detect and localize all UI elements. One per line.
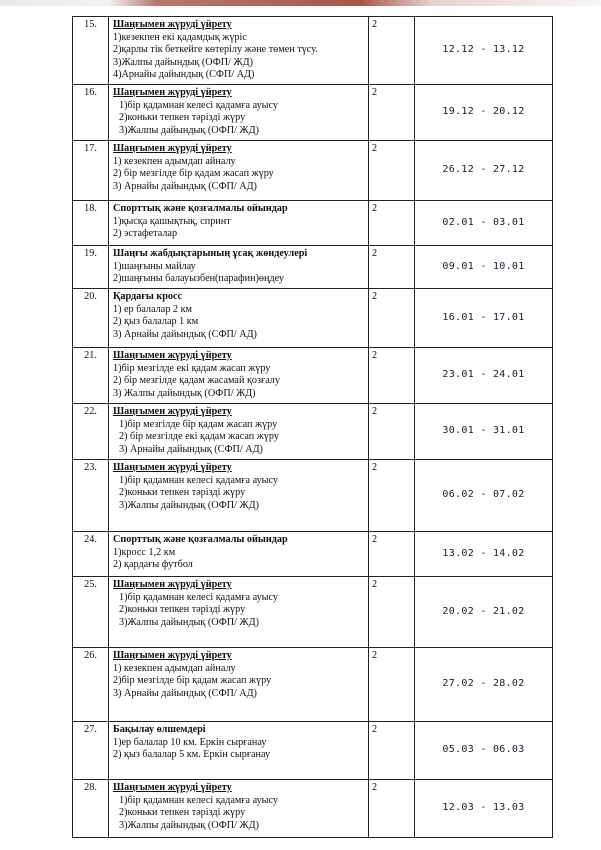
hours-cell: 2 <box>369 647 415 721</box>
row-number: 24. <box>73 531 109 576</box>
table-row <box>73 403 553 459</box>
topic-item: 1)бір қадамнан келесі қадамға ауысу <box>119 474 279 486</box>
topic-cell <box>109 288 369 347</box>
row-number: 23. <box>73 459 109 531</box>
row-number: 18. <box>73 200 109 245</box>
row-number: 19. <box>73 245 109 288</box>
training-plan-table <box>72 16 553 838</box>
row-number: 15. <box>73 17 109 85</box>
date-cell: 19.12 - 20.12 <box>415 84 553 140</box>
topic-item: 3)Жалпы дайындық (ОФП/ ЖД) <box>119 499 260 511</box>
hours-cell: 2 <box>369 140 415 200</box>
topic-item: 1)қысқа қашықтық, спринт <box>113 215 231 227</box>
topic-item: 1)бір қадамнан келесі қадамға ауысу <box>119 794 279 806</box>
topic-item: 3) Арнайы дайындық (СФП/ АД) <box>113 687 257 699</box>
topic-title: Шаңғымен жүруді үйрету <box>113 86 232 98</box>
table-row <box>73 576 553 647</box>
topic-item: 2) қыз балалар 1 км <box>113 316 199 328</box>
row-number: 25. <box>73 576 109 647</box>
table-row <box>73 779 553 837</box>
topic-item: 2)коньки тепкен тәрізді жүру <box>119 807 246 819</box>
hours-cell: 2 <box>369 459 415 531</box>
table-row <box>73 200 553 245</box>
topic-cell <box>109 17 369 85</box>
topic-item: 1)кезекпен екі қадамдық жүріс <box>113 31 247 43</box>
topic-item: 1)ер балалар 10 км. Еркін сырғанау <box>113 736 267 748</box>
topic-title: Шаңғымен жүруді үйрету <box>113 649 232 661</box>
table-row <box>73 647 553 721</box>
row-number: 28. <box>73 779 109 837</box>
hours-cell: 2 <box>369 779 415 837</box>
topic-item: 2) бір мезгілде бір қадам жасап жүру <box>113 168 274 180</box>
topic-title: Шаңғы жабдықтарының ұсақ жөндеулері <box>113 247 308 259</box>
topic-item: 2) қардағы футбол <box>113 559 193 571</box>
date-cell: 26.12 - 27.12 <box>415 140 553 200</box>
topic-cell <box>109 200 369 245</box>
topic-cell <box>109 647 369 721</box>
topic-title: Шаңғымен жүруді үйрету <box>113 781 232 793</box>
topic-title: Шаңғымен жүруді үйрету <box>113 142 232 154</box>
hours-cell: 2 <box>369 347 415 403</box>
table-row <box>73 459 553 531</box>
hours-cell: 2 <box>369 576 415 647</box>
document-page <box>72 16 552 838</box>
date-cell: 27.02 - 28.02 <box>415 647 553 721</box>
topic-item: 2) бір мезгілде екі қадам жасап жүру <box>119 431 279 443</box>
topic-item: 1) ер балалар 2 км <box>113 303 192 315</box>
topic-cell <box>109 140 369 200</box>
row-number: 26. <box>73 647 109 721</box>
topic-item: 2)коньки тепкен тәрізді жүру <box>119 604 246 616</box>
topic-item: 1)шаңғыны майлау <box>113 260 196 272</box>
topic-cell <box>109 403 369 459</box>
topic-item: 2)бір мезгілде бір қадам жасап жүру <box>113 675 272 687</box>
table-row <box>73 721 553 779</box>
topic-title: Шаңғымен жүруді үйрету <box>113 349 232 361</box>
table-row <box>73 245 553 288</box>
date-cell: 12.12 - 13.12 <box>415 17 553 85</box>
table-row <box>73 347 553 403</box>
topic-item: 1)кросс 1,2 км <box>113 546 176 558</box>
topic-item: 2)қарлы тік беткейге көтерілу және төмен түсу. <box>113 44 318 56</box>
topic-title: Спорттық және қозғалмалы ойындар <box>113 533 288 545</box>
topic-cell <box>109 347 369 403</box>
table-row <box>73 288 553 347</box>
topic-title: Шаңғымен жүруді үйрету <box>113 405 232 417</box>
date-cell: 20.02 - 21.02 <box>415 576 553 647</box>
topic-item: 1)бір қадамнан келесі қадамға ауысу <box>119 99 279 111</box>
hours-cell: 2 <box>369 403 415 459</box>
topic-item: 1)бір қадамнан келесі қадамға ауысу <box>119 591 279 603</box>
row-number: 22. <box>73 403 109 459</box>
table-body <box>73 17 553 838</box>
date-cell: 16.01 - 17.01 <box>415 288 553 347</box>
topic-title: Шаңғымен жүруді үйрету <box>113 19 232 30</box>
topic-title: Шаңғымен жүруді үйрету <box>113 461 232 473</box>
topic-item: 3)Жалпы дайындық (ОФП/ ЖД) <box>119 616 260 628</box>
topic-item: 2)коньки тепкен тәрізді жүру <box>119 487 246 499</box>
table-row <box>73 17 553 85</box>
date-cell: 30.01 - 31.01 <box>415 403 553 459</box>
date-cell: 23.01 - 24.01 <box>415 347 553 403</box>
topic-item: 1) кезекпен адымдап айналу <box>113 155 236 167</box>
table-row <box>73 531 553 576</box>
topic-item: 3) Жалпы дайындық (ОФП/ ЖД) <box>113 387 256 399</box>
scan-top-strip <box>0 0 601 6</box>
topic-item: 3)Жалпы дайындық (ОФП/ ЖД) <box>119 819 260 831</box>
topic-title: Шаңғымен жүруді үйрету <box>113 578 232 590</box>
topic-item: 2)коньки тепкен тәрізді жүру <box>119 112 246 124</box>
topic-cell <box>109 576 369 647</box>
topic-item: 1) кезекпен адымдап айналу <box>113 662 236 674</box>
topic-cell <box>109 245 369 288</box>
topic-item: 3)Жалпы дайындық (ОФП/ ЖД) <box>119 124 260 136</box>
topic-item: 1)бір мезгілде екі қадам жасап жүру <box>113 362 271 374</box>
hours-cell: 2 <box>369 200 415 245</box>
topic-cell <box>109 84 369 140</box>
topic-item: 3) Арнайы дайындық (СФП/ АД) <box>113 328 257 340</box>
topic-item: 2) эстафеталар <box>113 228 178 240</box>
topic-item: 4)Арнайы дайындық (СФП/ АД) <box>113 69 255 81</box>
hours-cell: 2 <box>369 84 415 140</box>
table-row <box>73 140 553 200</box>
row-number: 21. <box>73 347 109 403</box>
topic-cell <box>109 721 369 779</box>
topic-item: 3) Арнайы дайындық (СФП/ АД) <box>119 443 263 455</box>
topic-item: 2) қыз балалар 5 км. Еркін сырғанау <box>113 749 271 761</box>
date-cell: 02.01 - 03.01 <box>415 200 553 245</box>
date-cell: 12.03 - 13.03 <box>415 779 553 837</box>
topic-title: Бақылау өлшемдері <box>113 723 206 735</box>
hours-cell: 2 <box>369 531 415 576</box>
hours-cell: 2 <box>369 721 415 779</box>
topic-item: 3)Жалпы дайындық (ОФП/ ЖД) <box>113 56 254 68</box>
hours-cell: 2 <box>369 245 415 288</box>
date-cell: 13.02 - 14.02 <box>415 531 553 576</box>
topic-item: 2) бір мезгілде қадам жасамай қозғалу <box>113 375 280 387</box>
topic-item: 3) Арнайы дайындық (СФП/ АД) <box>113 180 257 192</box>
topic-item: 1)бір мезгілде бір қадам жасап жүру <box>119 418 278 430</box>
date-cell: 05.03 - 06.03 <box>415 721 553 779</box>
date-cell: 06.02 - 07.02 <box>415 459 553 531</box>
date-cell: 09.01 - 10.01 <box>415 245 553 288</box>
row-number: 27. <box>73 721 109 779</box>
topic-title: Спорттық және қозғалмалы ойындар <box>113 202 288 214</box>
row-number: 16. <box>73 84 109 140</box>
row-number: 20. <box>73 288 109 347</box>
table-row <box>73 84 553 140</box>
topic-cell <box>109 531 369 576</box>
topic-item: 2)шаңғыны балауызбен(парафин)өңдеу <box>113 273 285 285</box>
topic-cell <box>109 459 369 531</box>
hours-cell: 2 <box>369 17 415 85</box>
row-number: 17. <box>73 140 109 200</box>
topic-title: Қардағы кросс <box>113 290 183 302</box>
hours-cell: 2 <box>369 288 415 347</box>
topic-cell <box>109 779 369 837</box>
